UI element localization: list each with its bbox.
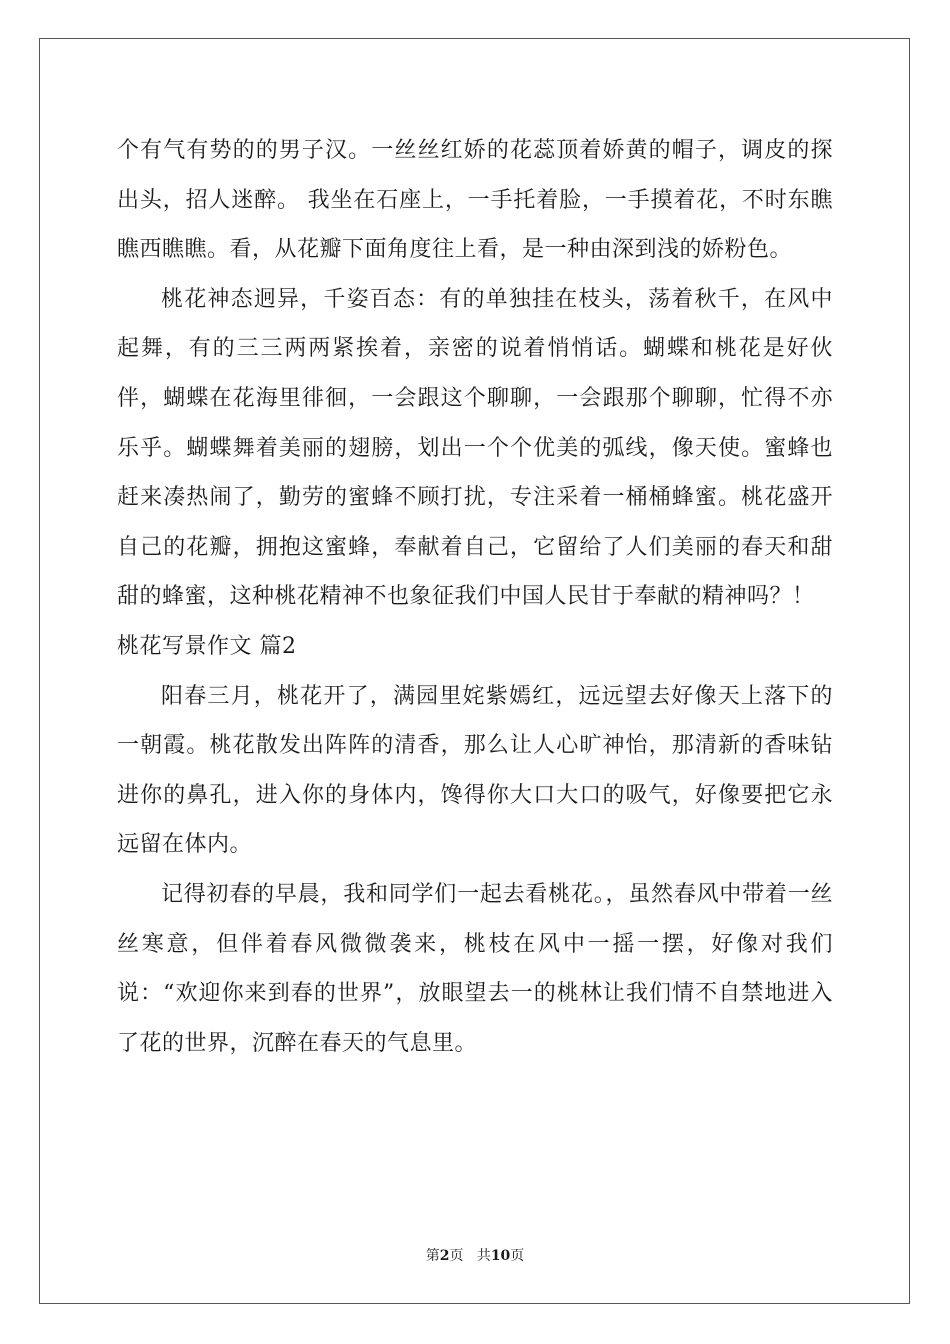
paragraph-continued: 个有气有势的的男子汉。一丝丝红娇的花蕊顶着娇黄的帽子，调皮的探出头，招人迷醉。 我坐在石座上，一手托着脸，一手摸着花，不时东瞧瞧西瞧瞧。看，从花瓣下面角度往上看，是一种由深到浅的娇粉色。 [117, 138, 833, 263]
footer-prefix: 第 [425, 1248, 440, 1264]
footer-page-suffix: 页 [449, 1248, 464, 1264]
footer-total-prefix: 共 [476, 1248, 491, 1264]
paragraph-spring-march: 阳春三月，桃花开了，满园里姹紫嫣红，远远望去好像天上落下的一朝霞。桃花散发出阵阵的清香，那么让人心旷神怡，那清新的香味钻进你的鼻孔，进入你的身体内，馋得你大口大口的吸气，好像要把它永远留在体内。 [117, 683, 833, 858]
paragraph-early-spring-morning: 记得初春的早晨，我和同学们一起去看桃花。，虽然春风中带着一丝丝寒意，但伴着春风微微袭来，桃枝在风中一摇一摆，好像对我们说：“欢迎你来到春的世界”，放眼望去一的桃林让我们情不自禁地进入了花的世界，沉醉在春天的气息里。 [117, 881, 833, 1056]
footer-page-number: 2 [439, 1248, 450, 1264]
footer-total-pages: 10 [490, 1248, 511, 1264]
document-body [117, 126, 833, 1068]
footer-total-suffix: 页 [510, 1248, 525, 1264]
paragraph-peach-blossom-poses: 桃花神态迥异，千姿百态：有的单独挂在枝头，荡着秋千，在风中起舞，有的三三两两紧挨着，亲密的说着悄悄话。蝴蝶和桃花是好伙伴，蝴蝶在花海里徘徊，一会跟这个聊聊，一会跟那个聊聊，忙得不亦乐乎。蝴蝶舞着美丽的翅膀，划出一个个优美的弧线，像天使。蜜蜂也赶来凑热闹了，勤劳的蜜蜂不顾打扰，专注采着一桶桶蜂蜜。桃花盛开自己的花瓣，拥抱这蜜蜂，奉献着自己，它留给了人们美丽的春天和甜甜的蜂蜜，这种桃花精神不也象征我们中国人民甘于奉献的精神吗？！ [117, 286, 833, 610]
page-footer [0, 1246, 950, 1266]
section-heading: 桃花写景作文 篇2 [117, 633, 297, 659]
